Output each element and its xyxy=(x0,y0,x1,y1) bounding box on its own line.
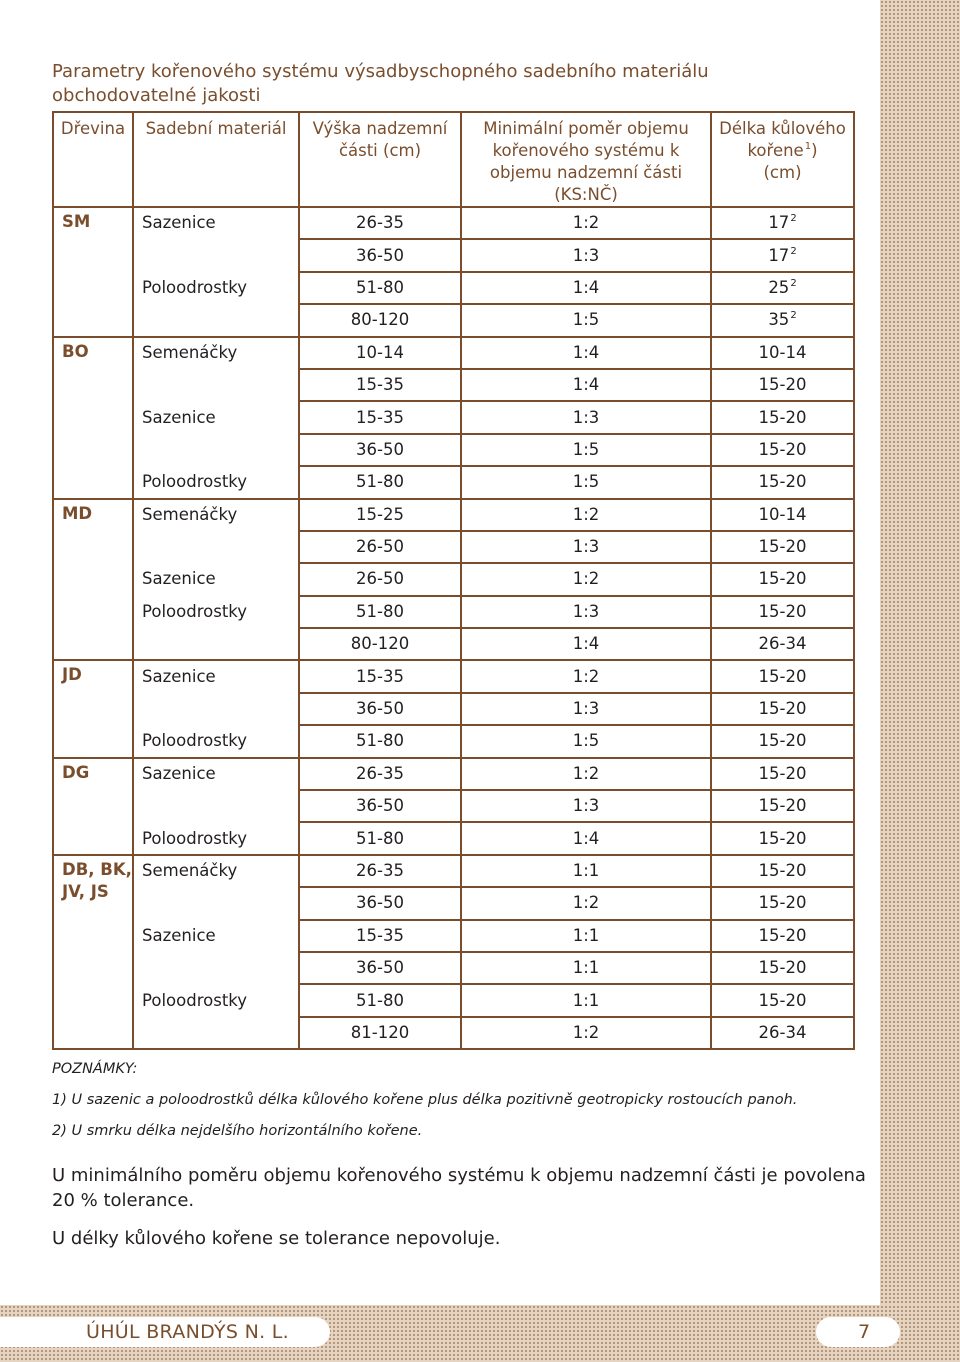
table-header-row xyxy=(53,112,854,207)
ratio-cell: 1:5 xyxy=(461,725,711,757)
length-cell xyxy=(711,563,854,595)
table-row xyxy=(53,207,854,239)
height-cell: 36-50 xyxy=(299,693,461,725)
length-cell xyxy=(711,466,854,498)
table-row xyxy=(53,855,854,887)
material-cell xyxy=(133,952,299,984)
ratio-cell: 1:2 xyxy=(461,1017,711,1049)
length-value: 15-20 xyxy=(758,958,807,978)
material-cell: Sazenice xyxy=(133,207,299,239)
species-cell: SM xyxy=(53,207,133,337)
species-cell: JD xyxy=(53,660,133,757)
length-cell xyxy=(711,337,854,369)
length-cell xyxy=(711,1017,854,1049)
ratio-cell: 1:1 xyxy=(461,920,711,952)
length-value: 15-20 xyxy=(758,893,807,913)
footer-publisher: ÚHÚL BRANDÝS N. L. xyxy=(0,1317,330,1347)
length-cell xyxy=(711,758,854,790)
height-cell: 10-14 xyxy=(299,337,461,369)
material-cell: Sazenice xyxy=(133,920,299,952)
length-value: 15-20 xyxy=(758,537,807,557)
height-cell: 15-25 xyxy=(299,499,461,531)
header-length-label: Délka kůlového kořene xyxy=(719,119,846,160)
length-value: 25 xyxy=(768,277,790,297)
length-value: 26-34 xyxy=(758,1022,807,1042)
table-row xyxy=(53,660,854,692)
parameters-table xyxy=(52,111,855,1050)
height-cell: 36-50 xyxy=(299,434,461,466)
material-cell xyxy=(133,434,299,466)
ratio-cell: 1:4 xyxy=(461,272,711,304)
table-row xyxy=(53,434,854,466)
ratio-cell: 1:2 xyxy=(461,887,711,919)
material-cell: Poloodrostky xyxy=(133,822,299,854)
length-cell xyxy=(711,822,854,854)
length-cell xyxy=(711,855,854,887)
height-cell: 51-80 xyxy=(299,822,461,854)
table-row xyxy=(53,596,854,628)
header-length-unit: (cm) xyxy=(763,163,802,182)
material-cell xyxy=(133,790,299,822)
table-row xyxy=(53,758,854,790)
material-cell xyxy=(133,1017,299,1049)
table-row xyxy=(53,822,854,854)
length-value: 10-14 xyxy=(758,342,807,362)
material-cell xyxy=(133,887,299,919)
length-value: 15-20 xyxy=(758,731,807,751)
note-1: 1) U sazenic a poloodrostků délka kůlového kořene plus délka pozitivně geotropicky rostoucích panoh. xyxy=(52,1092,798,1108)
length-cell xyxy=(711,660,854,692)
length-value: 15-20 xyxy=(758,861,807,880)
length-value: 15-20 xyxy=(758,699,807,719)
length-value: 15-20 xyxy=(758,796,807,816)
ratio-cell: 1:5 xyxy=(461,304,711,336)
height-cell: 80-120 xyxy=(299,628,461,660)
ratio-cell: 1:3 xyxy=(461,239,711,271)
header-length-close: ) xyxy=(811,141,818,160)
height-cell: 80-120 xyxy=(299,304,461,336)
length-footnote-marker: 2 xyxy=(790,213,797,225)
height-cell: 51-80 xyxy=(299,596,461,628)
height-cell: 15-35 xyxy=(299,401,461,433)
height-cell: 15-35 xyxy=(299,920,461,952)
ratio-cell: 1:1 xyxy=(461,855,711,887)
length-cell xyxy=(711,272,854,304)
parameters-table-wrapper xyxy=(52,111,855,1050)
height-cell: 51-80 xyxy=(299,272,461,304)
table-body xyxy=(53,207,854,1049)
height-cell: 26-50 xyxy=(299,531,461,563)
table-row xyxy=(53,952,854,984)
ratio-cell: 1:3 xyxy=(461,693,711,725)
height-cell: 26-50 xyxy=(299,563,461,595)
table-row xyxy=(53,1017,854,1049)
length-value: 10-14 xyxy=(758,504,807,524)
header-ratio: Minimální poměr objemu kořenového systému k objemu nadzemní části (KS:NČ) xyxy=(461,112,711,207)
header-length xyxy=(711,112,854,207)
material-cell xyxy=(133,628,299,660)
material-cell: Semenáčky xyxy=(133,855,299,887)
ratio-cell: 1:2 xyxy=(461,499,711,531)
length-cell xyxy=(711,984,854,1016)
length-value: 15-20 xyxy=(758,601,807,621)
length-value: 15-20 xyxy=(758,925,807,945)
header-material: Sadební materiál xyxy=(133,112,299,207)
notes-heading: POZNÁMKY: xyxy=(52,1061,138,1077)
length-value: 15-20 xyxy=(758,472,807,492)
table-row xyxy=(53,239,854,271)
table-row xyxy=(53,790,854,822)
ratio-cell: 1:1 xyxy=(461,984,711,1016)
table-row xyxy=(53,337,854,369)
length-cell xyxy=(711,596,854,628)
height-cell: 15-35 xyxy=(299,369,461,401)
material-cell: Semenáčky xyxy=(133,499,299,531)
length-cell xyxy=(711,628,854,660)
ratio-cell: 1:2 xyxy=(461,758,711,790)
table-row xyxy=(53,304,854,336)
height-cell: 26-35 xyxy=(299,758,461,790)
ratio-cell: 1:2 xyxy=(461,563,711,595)
material-cell: Semenáčky xyxy=(133,337,299,369)
height-cell: 36-50 xyxy=(299,952,461,984)
table-row xyxy=(53,693,854,725)
ratio-cell: 1:5 xyxy=(461,434,711,466)
material-cell: Poloodrostky xyxy=(133,725,299,757)
ratio-cell: 1:4 xyxy=(461,337,711,369)
material-cell: Poloodrostky xyxy=(133,984,299,1016)
ratio-cell: 1:4 xyxy=(461,628,711,660)
ratio-cell: 1:2 xyxy=(461,660,711,692)
ratio-cell: 1:2 xyxy=(461,207,711,239)
material-cell: Poloodrostky xyxy=(133,596,299,628)
footer-page-number: 7 xyxy=(816,1317,900,1347)
length-value: 15-20 xyxy=(758,828,807,848)
ratio-cell: 1:5 xyxy=(461,466,711,498)
length-footnote-marker: 2 xyxy=(790,310,797,322)
length-footnote-marker: 2 xyxy=(790,277,797,289)
material-cell xyxy=(133,239,299,271)
table-row xyxy=(53,466,854,498)
length-cell xyxy=(711,693,854,725)
length-cell xyxy=(711,952,854,984)
table-row xyxy=(53,887,854,919)
height-cell: 81-120 xyxy=(299,1017,461,1049)
note-2: 2) U smrku délka nejdelšího horizontálního kořene. xyxy=(52,1123,423,1139)
length-cell xyxy=(711,790,854,822)
ratio-cell: 1:3 xyxy=(461,790,711,822)
material-cell: Sazenice xyxy=(133,758,299,790)
length-cell xyxy=(711,920,854,952)
length-value: 15-20 xyxy=(758,375,807,395)
length-value: 15-20 xyxy=(758,990,807,1010)
length-cell xyxy=(711,531,854,563)
species-cell: MD xyxy=(53,499,133,661)
species-cell: BO xyxy=(53,337,133,499)
height-cell: 51-80 xyxy=(299,466,461,498)
ratio-cell: 1:3 xyxy=(461,401,711,433)
length-cell xyxy=(711,887,854,919)
table-row xyxy=(53,563,854,595)
height-cell: 26-35 xyxy=(299,855,461,887)
length-cell xyxy=(711,239,854,271)
length-value: 17 xyxy=(768,213,790,233)
header-length-footnote: 1 xyxy=(804,141,812,152)
table-row xyxy=(53,401,854,433)
length-footnote-marker: 2 xyxy=(790,245,797,257)
length-value: 15-20 xyxy=(758,569,807,589)
species-cell: DG xyxy=(53,758,133,855)
header-species: Dřevina xyxy=(53,112,133,207)
ratio-cell: 1:3 xyxy=(461,596,711,628)
length-cell xyxy=(711,725,854,757)
length-value: 35 xyxy=(768,310,790,330)
length-value: 26-34 xyxy=(758,634,807,654)
material-cell: Sazenice xyxy=(133,401,299,433)
table-row xyxy=(53,531,854,563)
material-cell xyxy=(133,531,299,563)
table-row xyxy=(53,499,854,531)
table-row xyxy=(53,920,854,952)
length-value: 15-20 xyxy=(758,763,807,783)
table-row xyxy=(53,725,854,757)
page-title: Parametry kořenového systému výsadbyschopného sadebního materiálu obchodovatelné jakosti xyxy=(52,61,709,107)
species-cell: DB, BK, JV, JS xyxy=(53,855,133,1049)
height-cell: 36-50 xyxy=(299,790,461,822)
length-value: 15-20 xyxy=(758,666,807,686)
tolerance-paragraph: U minimálního poměru objemu kořenového systému k objemu nadzemní části je povolena 20 % tolerance. xyxy=(52,1165,866,1211)
height-cell: 26-35 xyxy=(299,207,461,239)
ratio-cell: 1:4 xyxy=(461,822,711,854)
length-value: 17 xyxy=(768,245,790,265)
table-row xyxy=(53,984,854,1016)
no-tolerance-paragraph: U délky kůlového kořene se tolerance nepovoluje. xyxy=(52,1228,501,1249)
height-cell: 36-50 xyxy=(299,887,461,919)
length-value: 15-20 xyxy=(758,407,807,427)
height-cell: 36-50 xyxy=(299,239,461,271)
material-cell: Sazenice xyxy=(133,563,299,595)
length-cell xyxy=(711,304,854,336)
length-cell xyxy=(711,369,854,401)
table-row xyxy=(53,272,854,304)
height-cell: 51-80 xyxy=(299,725,461,757)
material-cell xyxy=(133,304,299,336)
length-value: 15-20 xyxy=(758,439,807,459)
ratio-cell: 1:4 xyxy=(461,369,711,401)
length-cell xyxy=(711,434,854,466)
height-cell: 51-80 xyxy=(299,984,461,1016)
ratio-cell: 1:1 xyxy=(461,952,711,984)
material-cell: Poloodrostky xyxy=(133,466,299,498)
length-cell xyxy=(711,207,854,239)
material-cell: Poloodrostky xyxy=(133,272,299,304)
table-row xyxy=(53,369,854,401)
length-cell xyxy=(711,401,854,433)
material-cell xyxy=(133,369,299,401)
length-cell xyxy=(711,499,854,531)
material-cell: Sazenice xyxy=(133,660,299,692)
header-height: Výška nadzemní části (cm) xyxy=(299,112,461,207)
ratio-cell: 1:3 xyxy=(461,531,711,563)
decorative-side-pattern xyxy=(880,0,960,1362)
height-cell: 15-35 xyxy=(299,660,461,692)
table-row xyxy=(53,628,854,660)
material-cell xyxy=(133,693,299,725)
